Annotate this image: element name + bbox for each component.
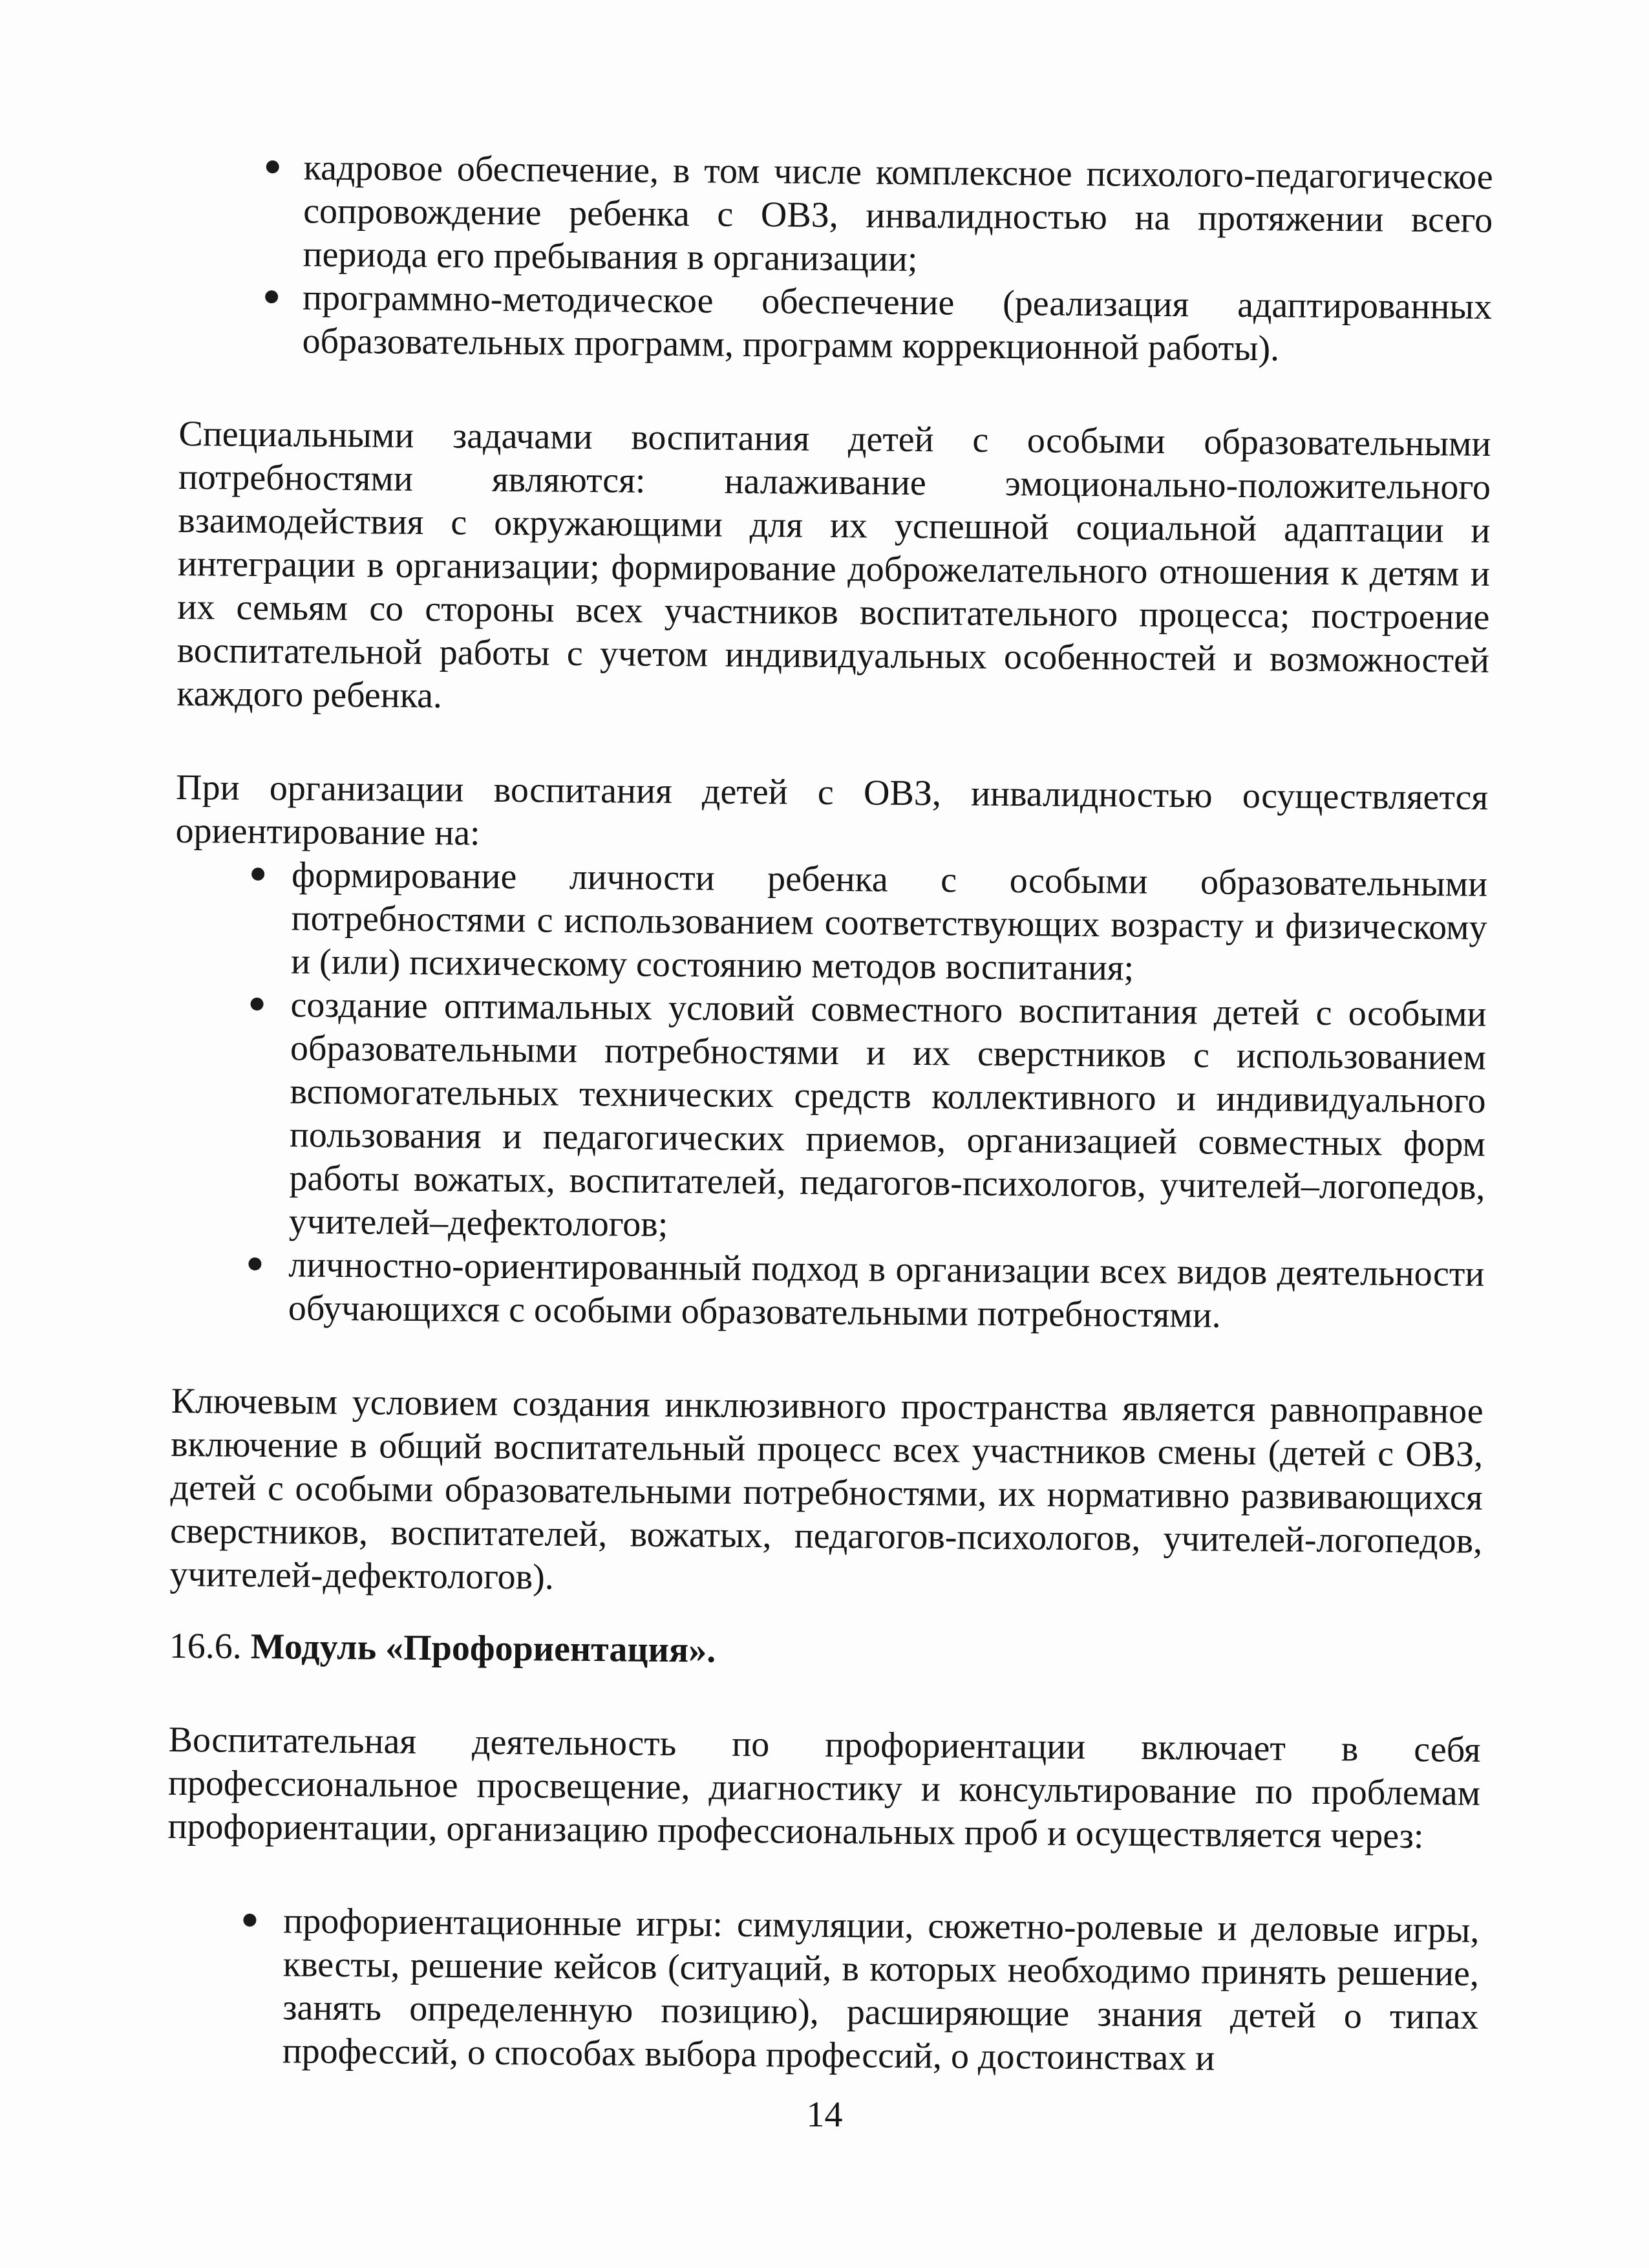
- bullet-icon: [265, 290, 278, 303]
- page-content: [166, 145, 1493, 2082]
- list-item: [172, 1243, 1485, 1340]
- bullet-icon: [251, 868, 264, 881]
- bullet-icon: [243, 1914, 256, 1927]
- list-item: [179, 275, 1492, 372]
- section-number: 16.6.: [169, 1625, 242, 1667]
- list-item-text: профориентационные игры: симуляции, сюжетно-ролевые и деловые игры, квесты, решение кейсов (ситуаций, в которых необходимо принять решение, занять определенную позицию), расширяющие знания детей о типах профессий, о способах выбора профессий, о достоинствах и: [282, 1901, 1480, 2079]
- orientation-bullet-list: [172, 853, 1488, 1340]
- list-item: [166, 1899, 1480, 2082]
- list-item-text: личностно-ориентированный подход в организации всех видов деятельности обучающихся с особыми образовательными потребностями.: [288, 1245, 1485, 1336]
- list-item: [175, 853, 1488, 993]
- orientation-paragraph: При организации воспитания детей с ОВЗ, инвалидностью осуществляется ориентирование на:: [175, 767, 1489, 853]
- bullet-icon: [266, 160, 279, 173]
- list-item-text: кадровое обеспечение, в том числе комплексное психолого-педагогическое сопровождение ребенка с ОВЗ, инвалидностью на протяжении всего периода его пребывания в организации;: [303, 147, 1493, 279]
- career-guidance-paragraph: Воспитательная деятельность по профориентации включает в себя профессиональное просвещение, диагностику и консультирование по проблемам профориентации, организацию профессиональных проб и осуществляется через:: [167, 1719, 1481, 1857]
- list-item: [173, 983, 1487, 1253]
- support-bullet-list: [179, 145, 1493, 372]
- section-title: Модуль «Профориентация».: [250, 1626, 716, 1671]
- bullet-icon: [248, 1257, 261, 1270]
- key-condition-paragraph: Ключевым условием создания инклюзивного пространства является равноправное включение в общий воспитательный процесс всех участников смены (детей с ОВЗ, детей с особыми образовательными потребностями, их нормативно развивающихся сверстников, воспитателей, вожатых, педагогов-психологов, учителей-логопедов, учителей-дефектологов).: [169, 1380, 1484, 1598]
- bullet-icon: [250, 998, 263, 1011]
- list-item-text: формирование личности ребенка с особыми образовательными потребностями с использованием соответствующих возрасту и физическому и (или) психическому состоянию методов воспитания;: [290, 855, 1488, 989]
- list-item: [180, 145, 1493, 286]
- special-tasks-paragraph: Специальными задачами воспитания детей с особыми образовательными потребностями являются: налаживание эмоционально-положительного взаимодействия с окружающими для их успешной социальной адаптации и интеграции в организации; формирование доброжелательного отношения к детям и их семьям со стороны всех участников воспитательного процесса; построение воспитательной работы с учетом индивидуальных особенностей и возможностей каждого ребенка.: [176, 413, 1491, 716]
- list-item-text: создание оптимальных условий совместного воспитания детей с особыми образовательными потребностями и их сверстников с использованием вспомогательных технических средств коллективного и индивидуального пользования и педагогических приемов, организацией совместных форм работы вожатых, воспитателей, педагогов-психологов, учителей–логопедов, учителей–дефектологов;: [288, 985, 1487, 1245]
- career-bullet-list: [166, 1899, 1480, 2082]
- list-item-text: программно-методическое обеспечение (реализация адаптированных образовательных программ, программ коррекционной работы).: [302, 277, 1493, 369]
- page-number: 14: [806, 2095, 843, 2135]
